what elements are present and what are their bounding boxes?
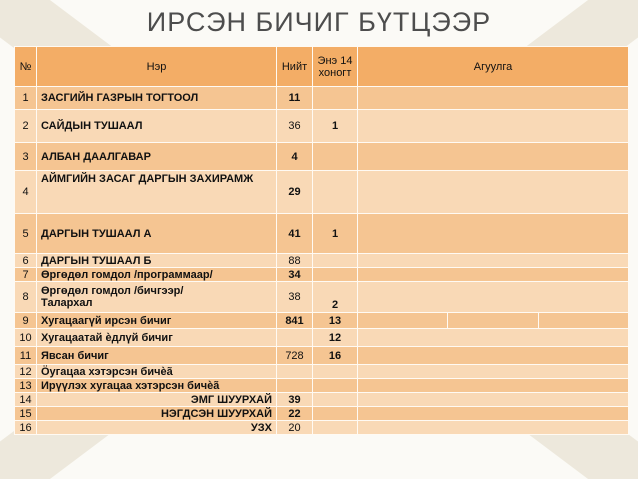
row-week bbox=[313, 268, 358, 282]
row-total bbox=[277, 365, 313, 379]
row-name bbox=[37, 282, 277, 313]
row-total: 29 bbox=[277, 171, 313, 214]
row-content bbox=[358, 143, 629, 171]
row-no: 5 bbox=[15, 214, 37, 254]
row-no: 2 bbox=[15, 110, 37, 143]
row-no: 11 bbox=[15, 347, 37, 365]
row-content bbox=[358, 214, 629, 254]
row-week: 16 bbox=[313, 347, 358, 365]
header-content: Агуулга bbox=[358, 47, 629, 87]
header-week-line1: Энэ 14 bbox=[317, 54, 353, 67]
row-name: САЙДЫН ТУШААЛ bbox=[37, 110, 277, 143]
row-total: 39 bbox=[277, 393, 313, 407]
row-name: ДАРГЫН ТУШААЛ А bbox=[37, 214, 277, 254]
row-name: ЭМГ ШУУРХАЙ bbox=[37, 393, 277, 407]
row-total: 41 bbox=[277, 214, 313, 254]
row-week bbox=[313, 407, 358, 421]
row-no: 16 bbox=[15, 421, 37, 435]
table-row bbox=[15, 421, 629, 435]
row-no: 14 bbox=[15, 393, 37, 407]
row-no: 6 bbox=[15, 254, 37, 268]
row-total bbox=[277, 329, 313, 347]
row-content bbox=[358, 87, 629, 110]
row-content bbox=[358, 347, 629, 365]
row-content-2 bbox=[448, 313, 539, 329]
row-content bbox=[358, 110, 629, 143]
row-no: 15 bbox=[15, 407, 37, 421]
row-name: Явсан бичиг bbox=[37, 347, 277, 365]
row-total bbox=[277, 379, 313, 393]
row-total: 88 bbox=[277, 254, 313, 268]
table-row bbox=[15, 171, 629, 214]
row-content bbox=[358, 329, 629, 347]
row-week bbox=[313, 393, 358, 407]
row-content bbox=[358, 407, 629, 421]
row-no: 12 bbox=[15, 365, 37, 379]
table-row bbox=[15, 282, 629, 313]
row-name: Хугацаатай ѐдлүй бичиг bbox=[37, 329, 277, 347]
table-row bbox=[15, 110, 629, 143]
header-name: Нэр bbox=[37, 47, 277, 87]
row-content bbox=[358, 282, 629, 313]
row-total: 38 bbox=[277, 282, 313, 313]
row-no: 7 bbox=[15, 268, 37, 282]
row-content-3 bbox=[539, 313, 629, 329]
table-row bbox=[15, 313, 629, 329]
row-week bbox=[313, 365, 358, 379]
row-name: ЗАСГИЙН ГАЗРЫН ТОГТООЛ bbox=[37, 87, 277, 110]
row-week: 12 bbox=[313, 329, 358, 347]
header-no: № bbox=[15, 47, 37, 87]
row-name: Өргөдөл гомдол /программаар/ bbox=[37, 268, 277, 282]
row-content bbox=[358, 393, 629, 407]
row-content bbox=[358, 421, 629, 435]
row-total: 20 bbox=[277, 421, 313, 435]
table-row bbox=[15, 379, 629, 393]
header-this-period bbox=[313, 47, 358, 87]
row-name: Ӧугацаа хэтэрсэн бичѐã bbox=[37, 365, 277, 379]
row-week: 13 bbox=[313, 313, 358, 329]
row-total: 728 bbox=[277, 347, 313, 365]
table-row bbox=[15, 214, 629, 254]
row-total: 22 bbox=[277, 407, 313, 421]
row-name: Ирүүлэх хугацаа хэтэрсэн бичѐã bbox=[37, 379, 277, 393]
page-title: ИРСЭН БИЧИГ БҮТЦЭЭР bbox=[146, 7, 492, 37]
table-row bbox=[15, 87, 629, 110]
header-row bbox=[15, 47, 629, 87]
row-week bbox=[313, 87, 358, 110]
row-no: 10 bbox=[15, 329, 37, 347]
row-no: 8 bbox=[15, 282, 37, 313]
row-name: НЭГДСЭН ШУУРХАЙ bbox=[37, 407, 277, 421]
row-total: 841 bbox=[277, 313, 313, 329]
row-total: 4 bbox=[277, 143, 313, 171]
row-content bbox=[358, 171, 629, 214]
table-row bbox=[15, 365, 629, 379]
row-content bbox=[358, 379, 629, 393]
table-row bbox=[15, 254, 629, 268]
table-row bbox=[15, 143, 629, 171]
row-week: 2 bbox=[313, 282, 358, 313]
row-week: 1 bbox=[313, 214, 358, 254]
row-no: 3 bbox=[15, 143, 37, 171]
row-no: 9 bbox=[15, 313, 37, 329]
row-week bbox=[313, 171, 358, 214]
row-no: 1 bbox=[15, 87, 37, 110]
row-week bbox=[313, 421, 358, 435]
row-total: 36 bbox=[277, 110, 313, 143]
row-name: Хугацаагүй ирсэн бичиг bbox=[37, 313, 277, 329]
row-week bbox=[313, 143, 358, 171]
row-name: АЙМГИЙН ЗАСАГ ДАРГЫН ЗАХИРАМЖ bbox=[37, 171, 277, 214]
row-total: 34 bbox=[277, 268, 313, 282]
row-content-1 bbox=[358, 313, 448, 329]
row-no: 13 bbox=[15, 379, 37, 393]
table-row bbox=[15, 329, 629, 347]
table-row bbox=[15, 268, 629, 282]
row-name: АЛБАН ДААЛГАВАР bbox=[37, 143, 277, 171]
row-content bbox=[358, 365, 629, 379]
table-row bbox=[15, 347, 629, 365]
table-row bbox=[15, 393, 629, 407]
row-name: ДАРГЫН ТУШААЛ Б bbox=[37, 254, 277, 268]
row-no: 4 bbox=[15, 171, 37, 214]
row-week: 1 bbox=[313, 110, 358, 143]
row-content bbox=[358, 268, 629, 282]
header-total: Нийт bbox=[277, 47, 313, 87]
row-name: УЗХ bbox=[37, 421, 277, 435]
incoming-documents-table bbox=[14, 46, 629, 435]
row-week bbox=[313, 379, 358, 393]
row-total: 11 bbox=[277, 87, 313, 110]
row-week bbox=[313, 254, 358, 268]
row-name-line2: Талархал bbox=[41, 297, 93, 309]
row-content bbox=[358, 254, 629, 268]
header-week-line2: хоногт bbox=[318, 66, 352, 79]
table-row bbox=[15, 407, 629, 421]
row-name-line1: Өргөдөл гомдол /бичгээр/ bbox=[41, 285, 184, 297]
